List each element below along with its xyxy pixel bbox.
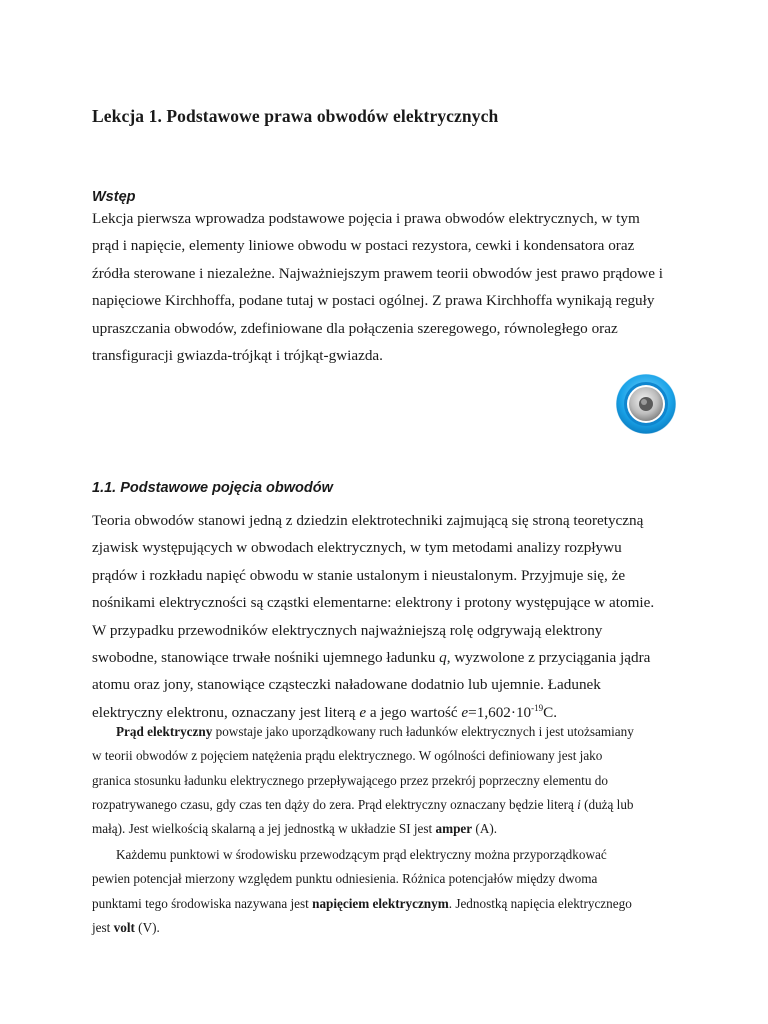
current-text: (dużą lub [580,796,634,812]
theory-line: W przypadku przewodników elektrycznych najważniejszą rolę odgrywają elektrony [92,621,603,639]
theory-text: a jego wartość [366,703,462,721]
theory-line: Teoria obwodów stanowi jedną z dziedzin elektrotechniki zajmującą się stroną teoretyczną [92,512,644,529]
current-text: rozpatrywanego czasu, gdy czas ten dąży do zera. Prąd elektryczny oznaczany będzie literą [92,796,578,812]
current-text: małą). Jest wielkością skalarną a jej jednostką w układzie SI jest [92,821,436,837]
unit-volt: volt [113,919,135,935]
current-line [92,720,678,744]
current-line [92,817,678,841]
current-line: w teorii obwodów z pojęciem natężenia prądu elektrycznego. W ogólności definiowany jest jako [92,748,603,764]
electron-symbol: e [461,703,469,721]
lesson-title: Lekcja 1. Podstawowe prawa obwodów elektrycznych [92,106,499,126]
electron-symbol: e [359,703,367,721]
charge-symbol: q [439,649,447,667]
theory-line: prądów i rozkładu napięć obwodu w stanie ustalonym i nieustalonym. Przyjmuje się, że [92,566,626,584]
unit-amper: amper [435,821,473,837]
charge-value: =1,602·10 [468,703,532,721]
current-text: powstaje jako uporządkowany ruch ładunków elektrycznych i jest utożsamiany [212,724,634,739]
current-symbol: i [577,796,581,812]
theory-line [92,644,677,671]
intro-line: upraszczania obwodów, zdefiniowane dla połączenia szeregowego, równoległego oraz [92,319,618,337]
voltage-text: jest [92,919,114,935]
theory-text: elektryczny elektronu, oznaczany jest literą [92,703,360,721]
charge-exponent: -19 [531,702,544,713]
intro-line: prąd i napięcie, elementy liniowe obwodu w postaci rezystora, cewki i kondensatora oraz [92,237,635,255]
theory-text: , wyzwolone z przyciągania jądra [446,649,651,667]
theory-paragraph [92,507,677,726]
voltage-text: (V). [134,919,160,935]
current-text: (A). [472,821,498,837]
theory-text: swobodne, stanowiące trwałe nośniki ujemnego ładunku [92,649,440,667]
intro-heading: Wstęp [92,189,136,205]
voltage-line [92,916,678,940]
current-term: Prąd elektryczny [116,724,213,739]
current-paragraph [92,720,678,841]
voltage-paragraph [92,843,678,940]
charge-unit: C. [543,703,558,721]
voltage-text: . Jednostką napięcia elektrycznego [448,895,632,911]
voltage-line: pewien potencjał mierzony względem punktu odniesienia. Różnica potencjałów między dwoma [92,871,598,887]
intro-paragraph [92,205,677,369]
voltage-text: punktami tego środowiska nazywana jest [92,895,313,911]
current-line: granica stosunku ładunku elektrycznego przepływającego przez przekrój poprzeczny elementu do [92,772,608,788]
speaker-play-icon-graphic [614,372,678,436]
speaker-play-icon[interactable] [614,372,678,436]
current-line [92,793,678,817]
voltage-line [92,892,678,916]
intro-line: napięciowe Kirchhoffa, podane tutaj w postaci ogólnej. Z prawa Kirchhoffa wynikają reguły [92,292,655,310]
theory-line: atomu oraz jony, stanowiące cząsteczki naładowane dodatnio lub ujemnie. Ładunek [92,676,601,694]
voltage-term: napięciem elektrycznym [312,895,449,911]
intro-line: źródła sterowane i niezależne. Najważniejszym prawem teorii obwodów jest prawo prądowe i [92,264,663,282]
theory-line: nośnikami elektryczności są cząstki elementarne: elektrony i protony występujące w atomie. [92,594,655,612]
section-heading: 1.1. Podstawowe pojęcia obwodów [92,480,333,496]
theory-line: zjawisk występujących w obwodach elektrycznych, w tym metodami analizy rozpływu [92,539,622,557]
intro-line: transfiguracji gwiazda-trójkąt i trójkąt-gwiazda. [92,347,383,365]
voltage-line: Każdemu punktowi w środowisku przewodzącym prąd elektryczny można przyporządkować [116,847,607,862]
intro-line: Lekcja pierwsza wprowadza podstawowe pojęcia i prawa obwodów elektrycznych, w tym [92,210,640,227]
